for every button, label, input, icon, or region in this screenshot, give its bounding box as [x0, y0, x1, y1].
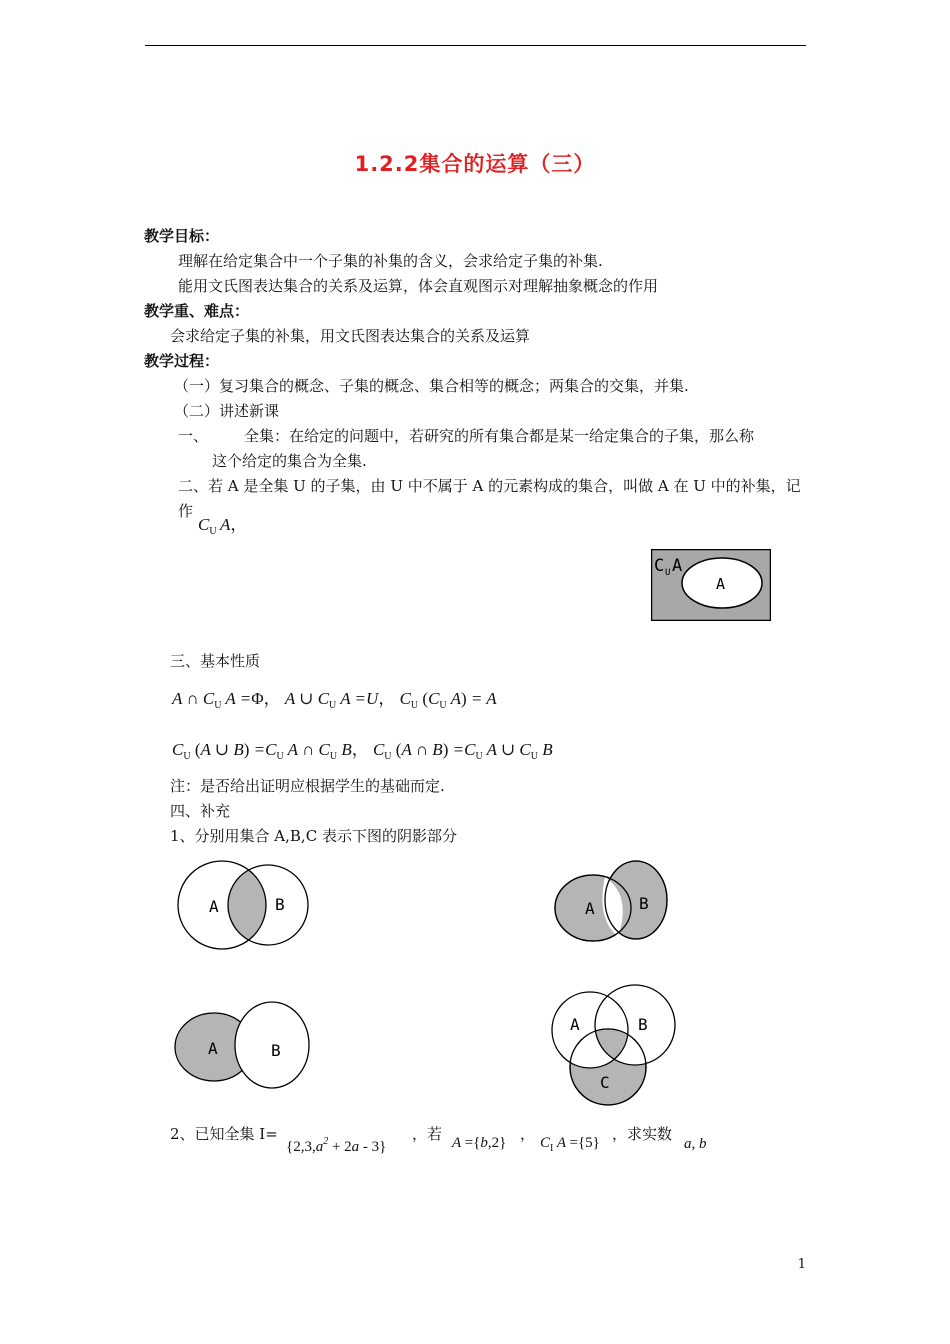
- process-item-1: （一）复习集合的概念、子集的概念、集合相等的概念；两集合的交集，并集.: [174, 377, 689, 395]
- venn-2-label-a: A: [585, 899, 595, 918]
- venn-3-label-a: A: [208, 1039, 218, 1058]
- venn-1-label-b: B: [275, 895, 285, 914]
- venn-symmetric-difference: [555, 861, 667, 941]
- question-2-prefix: 2、已知全集 I=: [170, 1125, 278, 1143]
- venn-4-label-b: B: [638, 1015, 648, 1034]
- section-4-title: 四、补充: [170, 802, 231, 820]
- question-2-ask: ，求实数: [612, 1125, 673, 1143]
- cu-label: C: [654, 556, 665, 576]
- section-1-continued: 这个给定的集合为全集.: [212, 452, 367, 470]
- cu-subscript: U: [665, 568, 671, 578]
- page-number: 1: [797, 1257, 806, 1272]
- question-2-set-a: A ={b,2}: [452, 1135, 507, 1151]
- question-1: 1、分别用集合 A,B,C 表示下图的阴影部分: [170, 827, 457, 845]
- note: 注：是否给出证明应根据学生的基础而定.: [170, 777, 445, 795]
- section-3-title: 三、基本性质: [170, 652, 261, 670]
- venn-intersection: [178, 861, 308, 949]
- objectives-heading: 教学目标：: [144, 227, 220, 245]
- venn-2-label-b: B: [639, 894, 649, 913]
- objective-line-2: 能用文氏图表达集合的关系及运算，体会直观图示对理解抽象概念的作用: [178, 277, 659, 295]
- venn-three-sets: [552, 985, 675, 1105]
- property-line-1: A ∩ $C_U$ A =Φ， A ∪ $C_U$ A =U， $C_U$ ($C_U$ A) = A: [172, 689, 497, 711]
- complement-notation: $C_U$ A，: [198, 515, 248, 537]
- venn-1-label-a: A: [209, 897, 219, 916]
- venn-3-label-b: B: [271, 1041, 281, 1060]
- venn-4-label-a: A: [570, 1015, 580, 1034]
- section-2-text: 二、若 A 是全集 U 的子集，由 U 中不属于 A 的元素构成的集合，叫做 A 在 U 中的补集，记: [178, 477, 801, 495]
- objective-line-1: 理解在给定集合中一个子集的补集的含义，会求给定子集的补集.: [178, 252, 603, 270]
- section-1-text: 全集：在给定的问题中，若研究的所有集合都是某一给定集合的子集，那么称: [244, 427, 755, 445]
- question-2-complement: $C_I$ A ={5}: [540, 1135, 600, 1154]
- key-point-line-1: 会求给定子集的补集，用文氏图表达集合的关系及运算: [170, 327, 531, 345]
- section-1-number: 一、: [178, 427, 209, 445]
- question-2-if: ，若: [412, 1125, 443, 1143]
- process-heading: 教学过程：: [144, 352, 220, 370]
- question-2-comma: ，: [520, 1125, 536, 1143]
- venn-4-label-c: C: [600, 1073, 610, 1092]
- venn-difference: [175, 1002, 309, 1088]
- question-2-universal-set: $\{2,3,a^2 + 2a - 3\}$: [286, 1136, 387, 1155]
- page-title: 1.2.2集合的运算（三）: [354, 152, 596, 176]
- process-item-2: （二）讲述新课: [174, 402, 280, 420]
- key-points-heading: 教学重、难点：: [144, 302, 250, 320]
- inner-a-label: A: [716, 575, 726, 593]
- section-2-continued: 作: [178, 502, 194, 520]
- cu-set-label: A: [672, 556, 683, 576]
- property-line-2: $C_U$ (A ∪ $B) =C_U$ A ∩ $C_U$ B， $C_U$ (A ∩ $B) =C_U$ A ∪ $C_U$ B: [172, 740, 553, 762]
- question-2-unknowns: a, b: [684, 1136, 707, 1152]
